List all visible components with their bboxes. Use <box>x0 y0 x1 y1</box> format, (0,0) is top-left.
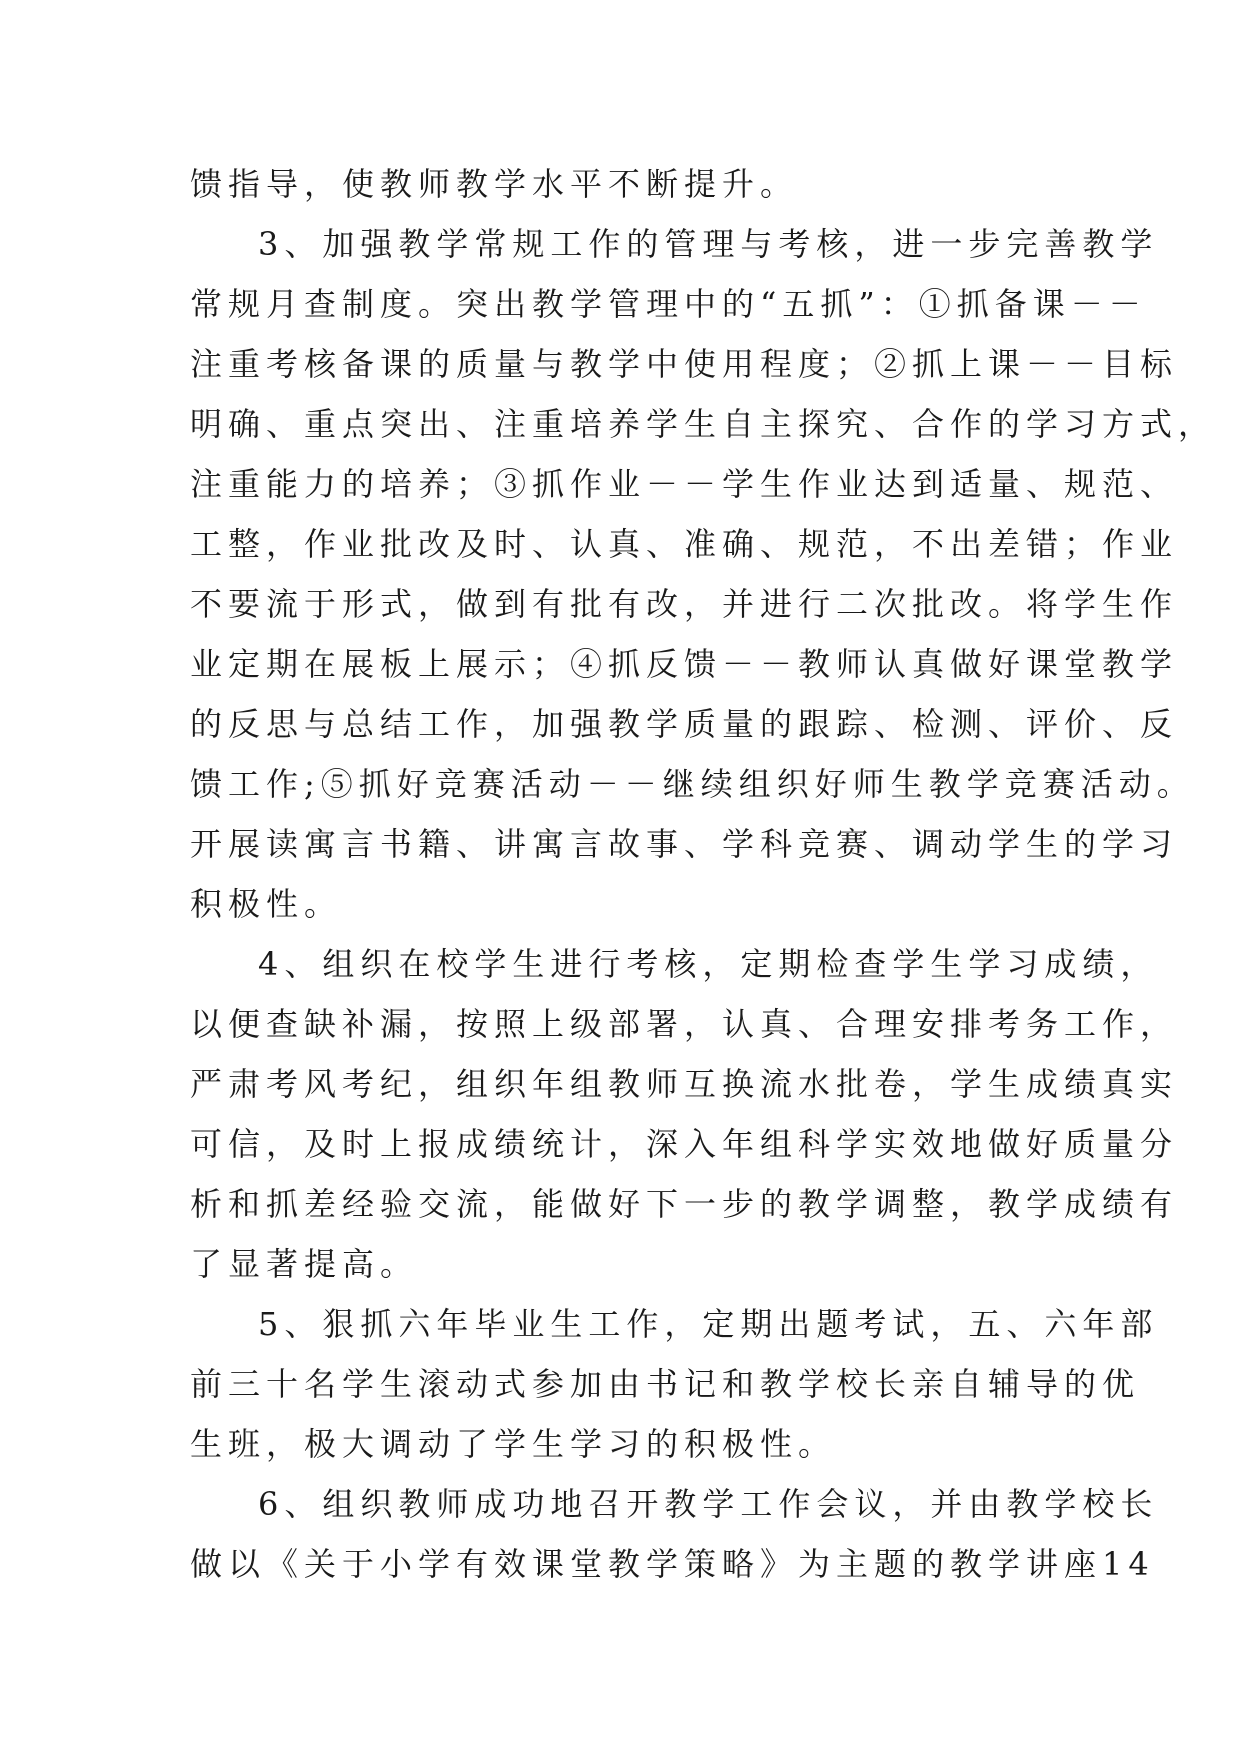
text-line: 开展读寓言书籍、讲寓言故事、学科竞赛、调动学生的学习 <box>190 825 1179 863</box>
paragraph-5-first-line: 5、狠抓六年毕业生工作，定期出题考试，五、六年部 <box>258 1305 1159 1343</box>
text-line: 可信，及时上报成绩统计，深入年组科学实效地做好质量分 <box>190 1125 1179 1163</box>
text-line: 的反思与总结工作，加强教学质量的跟踪、检测、评价、反 <box>190 705 1179 743</box>
text-line: 注重能力的培养；③抓作业－－学生作业达到适量、规范、 <box>190 465 1179 503</box>
text-line: 析和抓差经验交流，能做好下一步的教学调整，教学成绩有 <box>190 1185 1179 1223</box>
text-line: 注重考核备课的质量与教学中使用程度；②抓上课－－目标 <box>190 345 1179 383</box>
text-line: 明确、重点突出、注重培养学生自主探究、合作的学习方式， <box>190 405 1217 443</box>
paragraph-6-first-line: 6、组织教师成功地召开教学工作会议，并由教学校长 <box>258 1485 1159 1523</box>
text-line: 馈工作;⑤抓好竞赛活动－－继续组织好师生教学竞赛活动。 <box>190 765 1195 803</box>
text-line: 工整，作业批改及时、认真、准确、规范，不出差错；作业 <box>190 525 1179 563</box>
text-line: 以便查缺补漏，按照上级部署，认真、合理安排考务工作， <box>190 1005 1179 1043</box>
paragraph-4-first-line: 4、组织在校学生进行考核，定期检查学生学习成绩， <box>258 945 1159 983</box>
paragraph-3-first-line: 3、加强教学常规工作的管理与考核，进一步完善教学 <box>258 225 1159 263</box>
text-line: 馈指导，使教师教学水平不断提升。 <box>190 165 799 203</box>
text-line: 了显著提高。 <box>190 1245 419 1283</box>
text-line: 严肃考风考纪，组织年组教师互换流水批卷，学生成绩真实 <box>190 1065 1179 1103</box>
text-line: 生班，极大调动了学生学习的积极性。 <box>190 1425 837 1463</box>
text-line: 业定期在展板上展示；④抓反馈－－教师认真做好课堂教学 <box>190 645 1179 683</box>
text-line: 积极性。 <box>190 885 343 923</box>
text-line: 常规月查制度。突出教学管理中的“五抓”：①抓备课－－ <box>190 285 1147 323</box>
text-line: 做以《关于小学有效课堂教学策略》为主题的教学讲座14 <box>190 1545 1155 1583</box>
body-text <box>190 154 1217 1594</box>
text-line: 前三十名学生滚动式参加由书记和教学校长亲自辅导的优 <box>190 1365 1141 1403</box>
text-line: 不要流于形式，做到有批有改，并进行二次批改。将学生作 <box>190 585 1179 623</box>
